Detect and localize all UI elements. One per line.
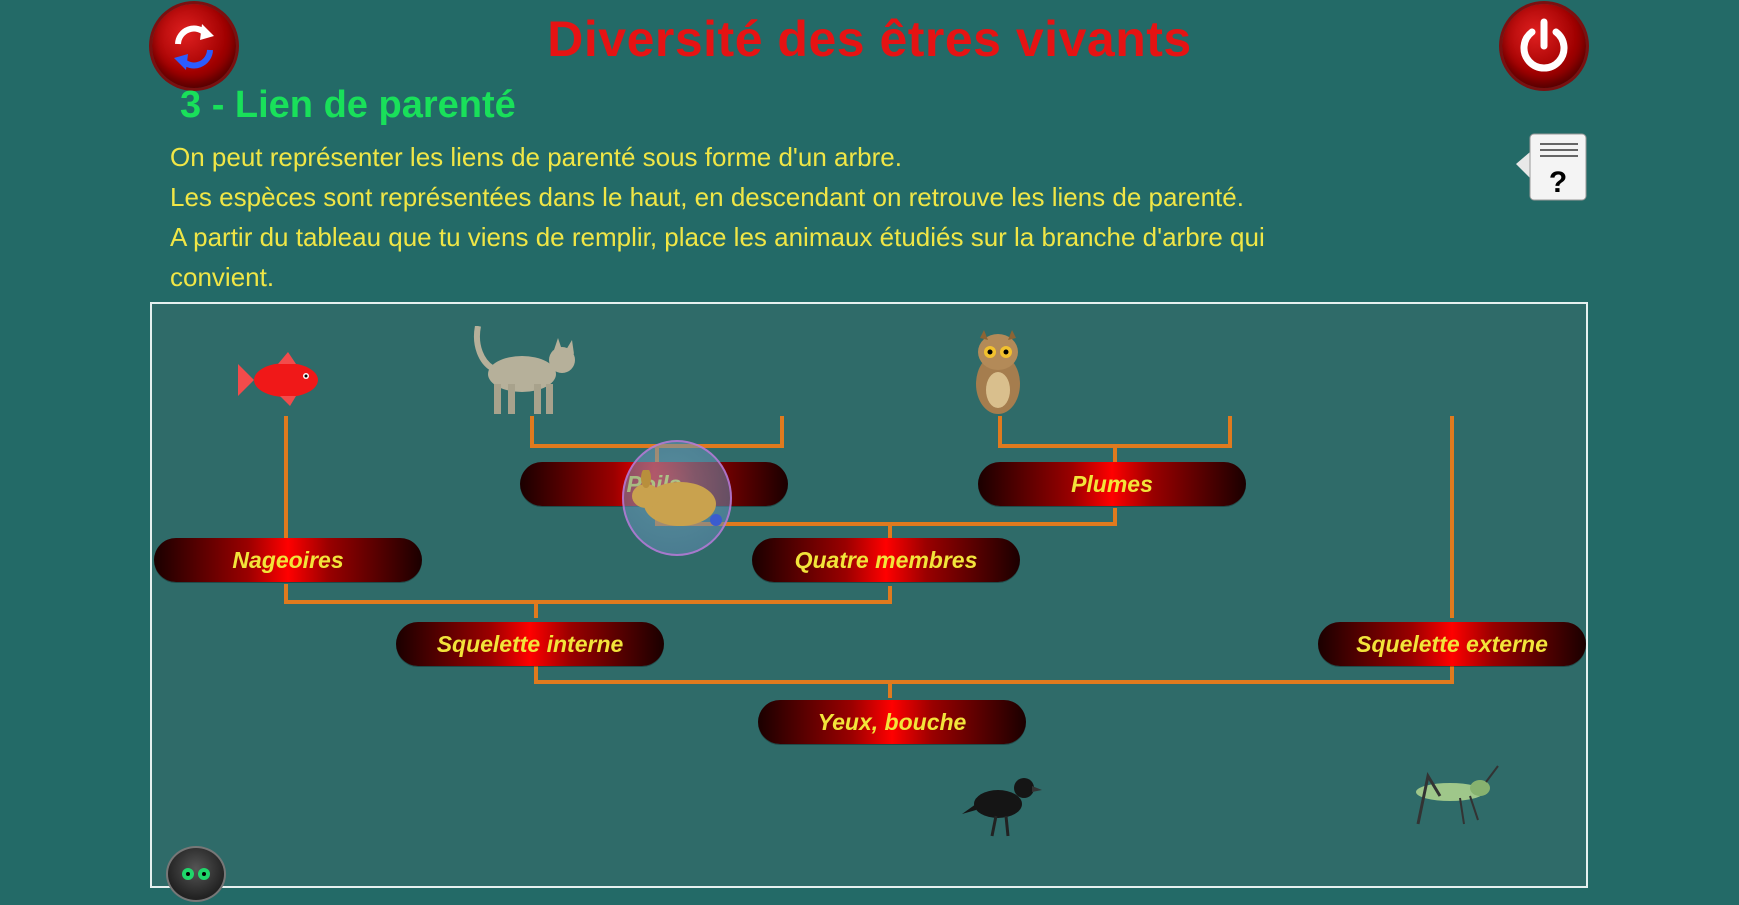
help-document-icon: [1512, 130, 1590, 204]
help-button[interactable]: [1512, 130, 1590, 204]
section-title: 3 - Lien de parenté: [180, 84, 516, 126]
trait-squelette-externe: Squelette externe: [1318, 622, 1586, 666]
page-title: Diversité des êtres vivants: [547, 11, 1192, 67]
intro-line-3: A partir du tableau que tu viens de remplir, place les animaux étudiés sur la branche d'arbre qui: [170, 222, 1265, 252]
fish-icon[interactable]: [236, 352, 330, 413]
cat-icon[interactable]: [472, 326, 588, 423]
trait-squelette-interne: Squelette interne: [396, 622, 664, 666]
rabbit-icon[interactable]: [632, 470, 724, 535]
trait-quatre-membres: Quatre membres: [752, 538, 1020, 582]
tree-branches: [152, 304, 1588, 888]
owl-icon[interactable]: [970, 330, 1026, 425]
intro-line-4: convient.: [170, 262, 275, 292]
grasshopper-icon[interactable]: [1400, 762, 1500, 833]
trait-yeux-bouche: Yeux, bouche: [758, 700, 1026, 744]
intro-line-2: Les espèces sont représentées dans le haut, en descendant on retrouve les liens de parenté.: [170, 182, 1244, 212]
svg-text:?: ?: [1548, 166, 1568, 199]
crow-icon[interactable]: [962, 770, 1042, 843]
mascot-avatar-icon[interactable]: [166, 846, 226, 902]
trait-plumes: Plumes: [978, 462, 1246, 506]
intro-line-1: On peut représenter les liens de parenté sous forme d'un arbre.: [170, 142, 902, 172]
phylogenetic-tree-panel: [150, 302, 1588, 888]
trait-nageoires: Nageoires: [154, 538, 422, 582]
